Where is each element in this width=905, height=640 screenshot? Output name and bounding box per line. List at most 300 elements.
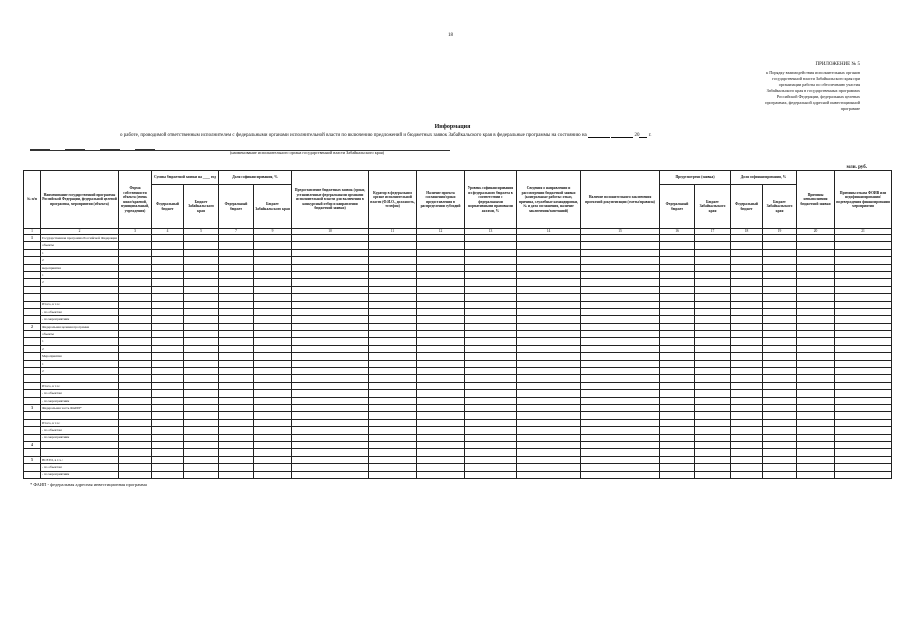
row-label-cell: объекты [41, 331, 119, 338]
table-row [24, 316, 892, 323]
table-cell [695, 286, 731, 293]
table-row [24, 419, 892, 426]
table-cell [254, 294, 292, 301]
table-cell [184, 412, 219, 419]
units-label: млн. руб. [846, 165, 867, 170]
table-cell [219, 301, 254, 308]
appendix-line: Забайкальского края в государственных программах [766, 88, 860, 93]
table-cell [119, 404, 152, 411]
table-cell [417, 271, 465, 278]
table-cell [581, 404, 660, 411]
table-cell [731, 353, 763, 360]
appendix-line: программе [840, 106, 860, 111]
table-cell [369, 257, 417, 264]
row-number-cell: 4 [24, 441, 41, 448]
table-cell [219, 345, 254, 352]
table-cell [660, 294, 695, 301]
table-cell [835, 264, 892, 271]
table-cell [292, 441, 369, 448]
col-header-agreement: Наличие проекта соглашения/сроки предоставления в распределении субсидий [417, 171, 465, 229]
table-cell [517, 353, 581, 360]
col-header-reasons-fail: Причины невыполнения бюджетной заявки [797, 171, 835, 229]
table-cell [119, 360, 152, 367]
appendix-line: к Порядку взаимодействия исполнительных органов [766, 70, 860, 75]
table-cell [731, 375, 763, 382]
table-cell [119, 353, 152, 360]
table-cell [581, 242, 660, 249]
table-cell [369, 427, 417, 434]
table-cell [184, 427, 219, 434]
table-row [24, 404, 892, 411]
table-cell [369, 235, 417, 242]
table-cell [292, 279, 369, 286]
table-cell [731, 257, 763, 264]
table-cell [417, 464, 465, 471]
table-cell [119, 257, 152, 264]
table-cell [292, 456, 369, 463]
table-cell [292, 427, 369, 434]
table-cell [581, 397, 660, 404]
row-label-cell: 2 [41, 257, 119, 264]
table-cell [465, 286, 517, 293]
table-cell [152, 331, 184, 338]
table-cell [369, 412, 417, 419]
table-cell [417, 382, 465, 389]
table-cell [731, 271, 763, 278]
table-cell [660, 397, 695, 404]
table-cell [695, 279, 731, 286]
table-cell [465, 449, 517, 456]
table-cell [660, 345, 695, 352]
table-row [24, 449, 892, 456]
table-cell [660, 382, 695, 389]
table-cell [797, 404, 835, 411]
column-number-cell: 10 [292, 229, 369, 235]
column-number-cell: 2 [41, 229, 119, 235]
row-label-cell: 1 [41, 360, 119, 367]
table-cell [465, 331, 517, 338]
table-cell [369, 441, 417, 448]
table-row [24, 338, 892, 345]
row-number-cell [24, 345, 41, 352]
line-dash [135, 149, 155, 150]
row-number-cell [24, 331, 41, 338]
row-label-cell: - по объектам [41, 427, 119, 434]
table-cell [695, 338, 731, 345]
column-number-cell: 19 [763, 229, 797, 235]
table-cell [369, 419, 417, 426]
table-cell [369, 360, 417, 367]
table-cell [581, 257, 660, 264]
row-label-cell: Федеральная часть ФАИП* [41, 404, 119, 411]
table-cell [695, 390, 731, 397]
table-cell [184, 368, 219, 375]
table-cell [835, 279, 892, 286]
table-cell [417, 434, 465, 441]
table-cell [517, 464, 581, 471]
table-cell [465, 427, 517, 434]
table-cell [292, 249, 369, 256]
table-row [24, 412, 892, 419]
table-cell [763, 360, 797, 367]
table-cell [219, 375, 254, 382]
col-group-sums: Суммы бюджетной заявки на ____ год [152, 171, 219, 185]
table-cell [581, 264, 660, 271]
table-cell [695, 368, 731, 375]
table-cell [152, 279, 184, 286]
row-number-cell [24, 368, 41, 375]
table-cell [763, 301, 797, 308]
table-cell [731, 427, 763, 434]
table-cell [417, 419, 465, 426]
col-header-curator: Куратор в федеральном органе исполнительной власти (Ф.И.О., должность, телефон) [369, 171, 417, 229]
table-cell [292, 316, 369, 323]
table-cell [219, 353, 254, 360]
row-label-cell: Итого, в т.ч.: [41, 382, 119, 389]
table-cell [254, 456, 292, 463]
table-cell [152, 464, 184, 471]
table-cell [417, 412, 465, 419]
table-cell [292, 242, 369, 249]
org-caption: (наименование исполнительного органа государственной власти Забайкальского края) [230, 150, 385, 155]
table-cell [152, 338, 184, 345]
table-cell [731, 434, 763, 441]
table-cell [465, 464, 517, 471]
table-cell [254, 434, 292, 441]
table-cell [660, 434, 695, 441]
subtitle-text: о работе, проводимой ответственным исполнителем с федеральными органами исполнительной власти по включению предложений и бюджетных заявок Забайкальского края в федеральные программы на состоянию на [120, 133, 587, 138]
row-label-cell: - по мероприятиям [41, 316, 119, 323]
table-cell [695, 294, 731, 301]
table-cell [254, 316, 292, 323]
table-cell [369, 279, 417, 286]
row-label-cell: 2 [41, 279, 119, 286]
table-cell [797, 434, 835, 441]
table-cell [695, 404, 731, 411]
row-number-cell [24, 360, 41, 367]
row-label-cell [41, 412, 119, 419]
table-cell [152, 323, 184, 330]
table-cell [731, 345, 763, 352]
appendix-title: ПРИЛОЖЕНИЕ № 5 [815, 62, 860, 67]
table-cell [731, 382, 763, 389]
table-cell [731, 316, 763, 323]
table-cell [731, 286, 763, 293]
table-cell [119, 464, 152, 471]
document-subtitle [120, 132, 820, 138]
row-label-cell: Итого, в т.ч.: [41, 301, 119, 308]
table-cell [119, 345, 152, 352]
table-cell [835, 441, 892, 448]
table-cell [292, 331, 369, 338]
table-cell [660, 257, 695, 264]
table-cell [152, 427, 184, 434]
row-number-cell [24, 294, 41, 301]
table-cell [517, 316, 581, 323]
col-header-fed-budget: Федеральный бюджет [152, 185, 184, 229]
table-cell [763, 308, 797, 315]
table-cell [465, 264, 517, 271]
table-cell [369, 390, 417, 397]
table-cell [581, 316, 660, 323]
appendix-line: государственной власти Забайкальского края при [772, 76, 860, 81]
table-cell [417, 471, 465, 478]
table-cell [219, 427, 254, 434]
table-cell [763, 375, 797, 382]
table-cell [763, 382, 797, 389]
column-number-cell: 9 [254, 229, 292, 235]
table-cell [119, 294, 152, 301]
table-cell [581, 368, 660, 375]
table-cell [184, 441, 219, 448]
table-cell [581, 449, 660, 456]
table-cell [465, 323, 517, 330]
table-cell [184, 419, 219, 426]
table-row [24, 279, 892, 286]
table-cell [465, 397, 517, 404]
row-number-cell [24, 471, 41, 478]
table-cell [835, 316, 892, 323]
table-cell [517, 449, 581, 456]
table-cell [369, 316, 417, 323]
table-cell [797, 419, 835, 426]
table-cell [219, 294, 254, 301]
table-cell [219, 257, 254, 264]
row-label-cell: - по мероприятиям [41, 434, 119, 441]
table-cell [152, 353, 184, 360]
table-cell [731, 441, 763, 448]
table-cell [369, 353, 417, 360]
table-cell [581, 345, 660, 352]
table-cell [660, 441, 695, 448]
table-cell [835, 464, 892, 471]
table-cell [254, 449, 292, 456]
table-cell [369, 249, 417, 256]
table-cell [517, 397, 581, 404]
table-cell [219, 390, 254, 397]
table-cell [219, 456, 254, 463]
row-number-cell [24, 397, 41, 404]
table-row [24, 456, 892, 463]
table-cell [660, 419, 695, 426]
line-dash [65, 149, 85, 150]
table-cell [152, 397, 184, 404]
table-cell [465, 368, 517, 375]
table-cell [660, 368, 695, 375]
table-cell [797, 360, 835, 367]
column-number-cell: 16 [660, 229, 695, 235]
table-cell [731, 279, 763, 286]
row-label-cell: 1 [41, 338, 119, 345]
table-cell [763, 434, 797, 441]
col-group-planned: Предусмотрено (заявка) [660, 171, 731, 185]
table-cell [219, 279, 254, 286]
table-cell [835, 368, 892, 375]
col-header-review: Сведения о направлении и рассмотрении бюджетной заявки (контрольные работы: отказ, причина, служебные командировки, № и дата соглашения, наличие заключения/замечаний) [517, 171, 581, 229]
table-cell [517, 368, 581, 375]
document-title: Информация [434, 124, 471, 130]
table-cell [731, 368, 763, 375]
row-label-cell: Мероприятия [41, 353, 119, 360]
table-cell [152, 390, 184, 397]
table-cell [731, 456, 763, 463]
table-cell [292, 390, 369, 397]
table-cell [417, 316, 465, 323]
table-cell [797, 249, 835, 256]
column-number-cell: 11 [369, 229, 417, 235]
table-cell [465, 441, 517, 448]
column-number-cell: 12 [417, 229, 465, 235]
table-cell [797, 464, 835, 471]
table-cell [369, 345, 417, 352]
table-cell [219, 449, 254, 456]
table-cell [695, 301, 731, 308]
table-cell [152, 242, 184, 249]
table-cell [731, 264, 763, 271]
table-cell [254, 271, 292, 278]
table-cell [797, 271, 835, 278]
table-cell [797, 368, 835, 375]
table-cell [369, 308, 417, 315]
table-cell [517, 375, 581, 382]
table-cell [581, 308, 660, 315]
table-cell [292, 286, 369, 293]
row-label-cell: 1 [41, 271, 119, 278]
table-row [24, 249, 892, 256]
table-cell [660, 449, 695, 456]
table-cell [581, 286, 660, 293]
table-cell [219, 368, 254, 375]
table-cell [152, 264, 184, 271]
appendix-line: Российской Федерации, федеральных целевых [776, 94, 860, 99]
table-row [24, 390, 892, 397]
row-label-cell: 1 [41, 249, 119, 256]
table-cell [731, 301, 763, 308]
table-cell [465, 412, 517, 419]
column-number-cell: 5 [184, 229, 219, 235]
col-header-fed-budget-share2: Федеральный бюджет [731, 185, 763, 229]
table-cell [797, 279, 835, 286]
table-cell [835, 471, 892, 478]
table-cell [797, 441, 835, 448]
table-cell [254, 286, 292, 293]
col-group-share: Доля софинансирования, % [219, 171, 292, 185]
col-header-region-budget-share2: Бюджет Забайкальского края [763, 185, 797, 229]
table-cell [465, 279, 517, 286]
table-cell [835, 242, 892, 249]
table-cell [835, 338, 892, 345]
col-header-region-budget-planned: Бюджет Забайкальского края [695, 185, 731, 229]
table-cell [184, 235, 219, 242]
table-cell [731, 419, 763, 426]
table-cell [254, 397, 292, 404]
table-cell [660, 301, 695, 308]
table-cell [581, 353, 660, 360]
table-cell [581, 323, 660, 330]
table-cell [417, 375, 465, 382]
table-cell [184, 286, 219, 293]
table-cell [292, 301, 369, 308]
table-cell [465, 345, 517, 352]
table-cell [517, 419, 581, 426]
table-cell [763, 471, 797, 478]
table-cell [731, 294, 763, 301]
table-cell [119, 249, 152, 256]
table-cell [731, 404, 763, 411]
col-header-region-budget: Бюджет Забайкальского края [184, 185, 219, 229]
table-cell [517, 286, 581, 293]
table-cell [369, 301, 417, 308]
page-number: 18 [448, 33, 453, 38]
table-cell [292, 368, 369, 375]
col-header-program: Наименование государственной программы Российской Федерации, федеральной целевой программы, мероприятия (объекта) [41, 171, 119, 229]
appendix-block [685, 62, 860, 112]
table-cell [219, 264, 254, 271]
table-cell [835, 345, 892, 352]
table-cell [660, 286, 695, 293]
table-cell [695, 331, 731, 338]
table-cell [465, 316, 517, 323]
table-cell [660, 271, 695, 278]
table-cell [417, 360, 465, 367]
table-cell [517, 308, 581, 315]
table-cell [835, 375, 892, 382]
table-row [24, 286, 892, 293]
table-cell [254, 390, 292, 397]
table-cell [763, 316, 797, 323]
table-cell [465, 456, 517, 463]
col-header-reasons-refusal: Причины отказа ФОИВ или недофинансирования/подтверждения финансирования мероприятия [835, 171, 892, 229]
table-cell [292, 404, 369, 411]
table-cell [369, 375, 417, 382]
table-row [24, 264, 892, 271]
table-row [24, 345, 892, 352]
table-cell [763, 397, 797, 404]
table-row [24, 471, 892, 478]
table-cell [763, 235, 797, 242]
table-cell [369, 464, 417, 471]
table-cell [254, 249, 292, 256]
row-label-cell: Итого, в т.ч.: [41, 419, 119, 426]
table-cell [835, 427, 892, 434]
table-cell [417, 345, 465, 352]
table-cell [152, 404, 184, 411]
table-cell [581, 331, 660, 338]
table-cell [184, 249, 219, 256]
table-cell [695, 375, 731, 382]
table-cell [581, 464, 660, 471]
table-cell [695, 464, 731, 471]
table-cell [119, 441, 152, 448]
table-cell [152, 345, 184, 352]
table-cell [219, 382, 254, 389]
table-cell [797, 449, 835, 456]
col-header-num: № п/п [24, 171, 41, 229]
table-cell [152, 456, 184, 463]
row-number-cell [24, 427, 41, 434]
table-cell [797, 456, 835, 463]
table-cell [417, 264, 465, 271]
column-number-cell: 21 [835, 229, 892, 235]
table-cell [219, 242, 254, 249]
table-cell [254, 308, 292, 315]
table-row [24, 368, 892, 375]
table-cell [695, 345, 731, 352]
table-cell [219, 471, 254, 478]
table-cell [465, 257, 517, 264]
table-cell [695, 360, 731, 367]
table-cell [119, 427, 152, 434]
